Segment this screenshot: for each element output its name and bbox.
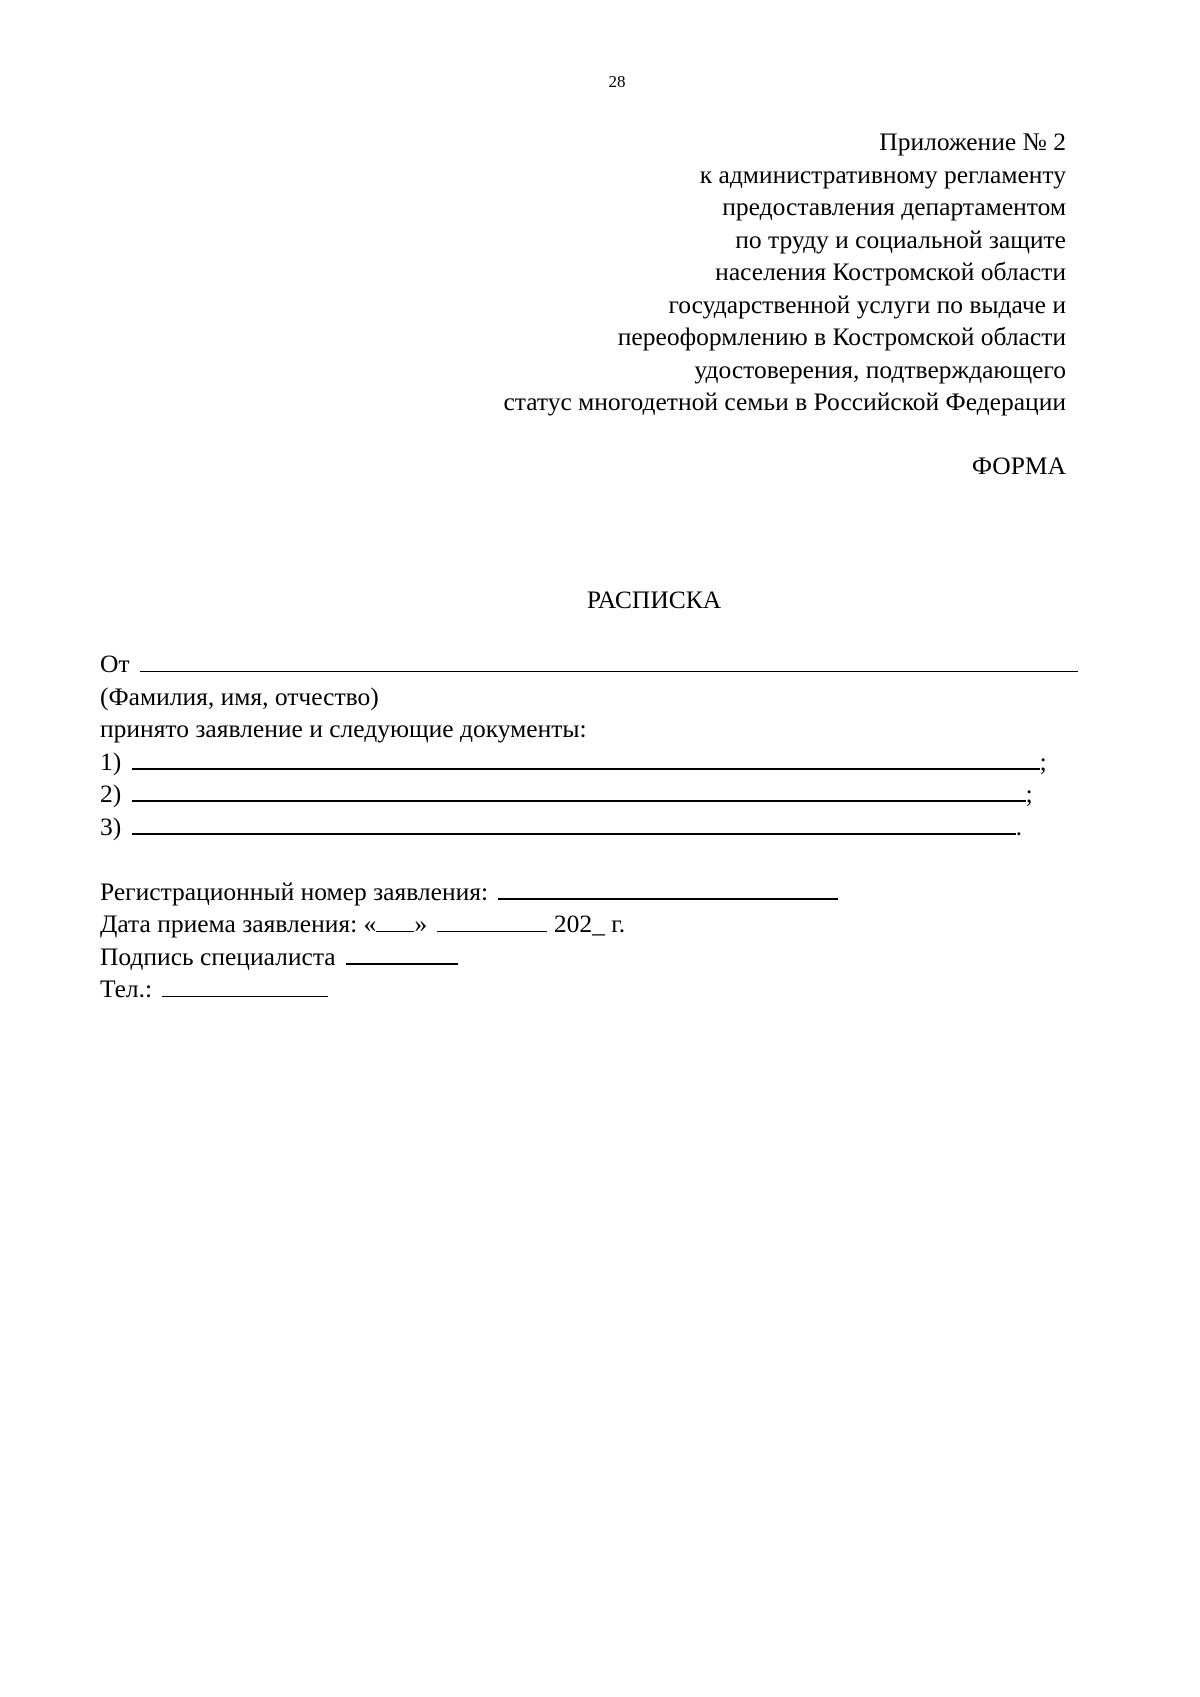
signature-label: Подпись специалиста bbox=[100, 941, 336, 971]
document-number: 1) bbox=[100, 746, 122, 776]
appendix-line: по труду и социальной защите bbox=[735, 224, 1066, 254]
form-label: ФОРМА bbox=[971, 451, 1066, 480]
appendix-line: населения Костромской области bbox=[715, 257, 1066, 286]
appendix-header bbox=[366, 126, 1066, 419]
appendix-line: статус многодетной семьи в Российской Федерации bbox=[503, 387, 1066, 416]
appendix-line: удостоверения, подтверждающего bbox=[694, 354, 1066, 384]
date-day-field[interactable] bbox=[376, 909, 414, 932]
page-number: 28 bbox=[608, 72, 626, 91]
appendix-line: предоставления департаментом bbox=[722, 192, 1066, 221]
document-title: РАСПИСКА bbox=[586, 585, 722, 614]
date-year: 202_ г. bbox=[553, 909, 626, 938]
spacer bbox=[100, 843, 1078, 876]
reg-number-label: Регистрационный номер заявления: bbox=[100, 876, 489, 906]
signature-field[interactable] bbox=[346, 941, 458, 965]
document-number: 3) bbox=[100, 811, 122, 841]
date-label: Дата приема заявления: « bbox=[100, 909, 377, 938]
from-label: От bbox=[100, 649, 130, 678]
accepted-text: принято заявление и следующие документы: bbox=[100, 714, 587, 743]
document-field-2[interactable] bbox=[132, 778, 1026, 802]
document-field-1[interactable] bbox=[132, 746, 1040, 770]
signature-row bbox=[100, 941, 1078, 974]
date-row bbox=[100, 908, 1078, 941]
document-end: ; bbox=[1039, 746, 1047, 776]
document-end: ; bbox=[1025, 779, 1033, 808]
appendix-line: к административному регламенту bbox=[699, 159, 1066, 189]
reg-number-field[interactable] bbox=[498, 876, 838, 900]
date-month-field[interactable] bbox=[437, 909, 547, 932]
document-number: 2) bbox=[100, 779, 122, 808]
document-row-1 bbox=[100, 746, 1078, 779]
appendix-line: переоформлению в Костромской области bbox=[617, 322, 1066, 351]
from-row bbox=[100, 648, 1078, 681]
phone-row bbox=[100, 973, 1078, 1006]
document-end: . bbox=[1015, 811, 1022, 841]
from-name-field[interactable] bbox=[140, 649, 1078, 672]
phone-field[interactable] bbox=[162, 974, 328, 997]
date-close-quote: » bbox=[414, 909, 428, 938]
appendix-line: государственной услуги по выдаче и bbox=[668, 289, 1066, 319]
receipt-body bbox=[100, 648, 1078, 1006]
document-row-2 bbox=[100, 778, 1078, 811]
reg-number-row bbox=[100, 876, 1078, 909]
document-row-3 bbox=[100, 811, 1078, 844]
document-field-3[interactable] bbox=[132, 811, 1016, 835]
appendix-line: Приложение № 2 bbox=[879, 127, 1066, 156]
fio-hint: (Фамилия, имя, отчество) bbox=[100, 681, 379, 711]
phone-label: Тел.: bbox=[100, 974, 153, 1003]
